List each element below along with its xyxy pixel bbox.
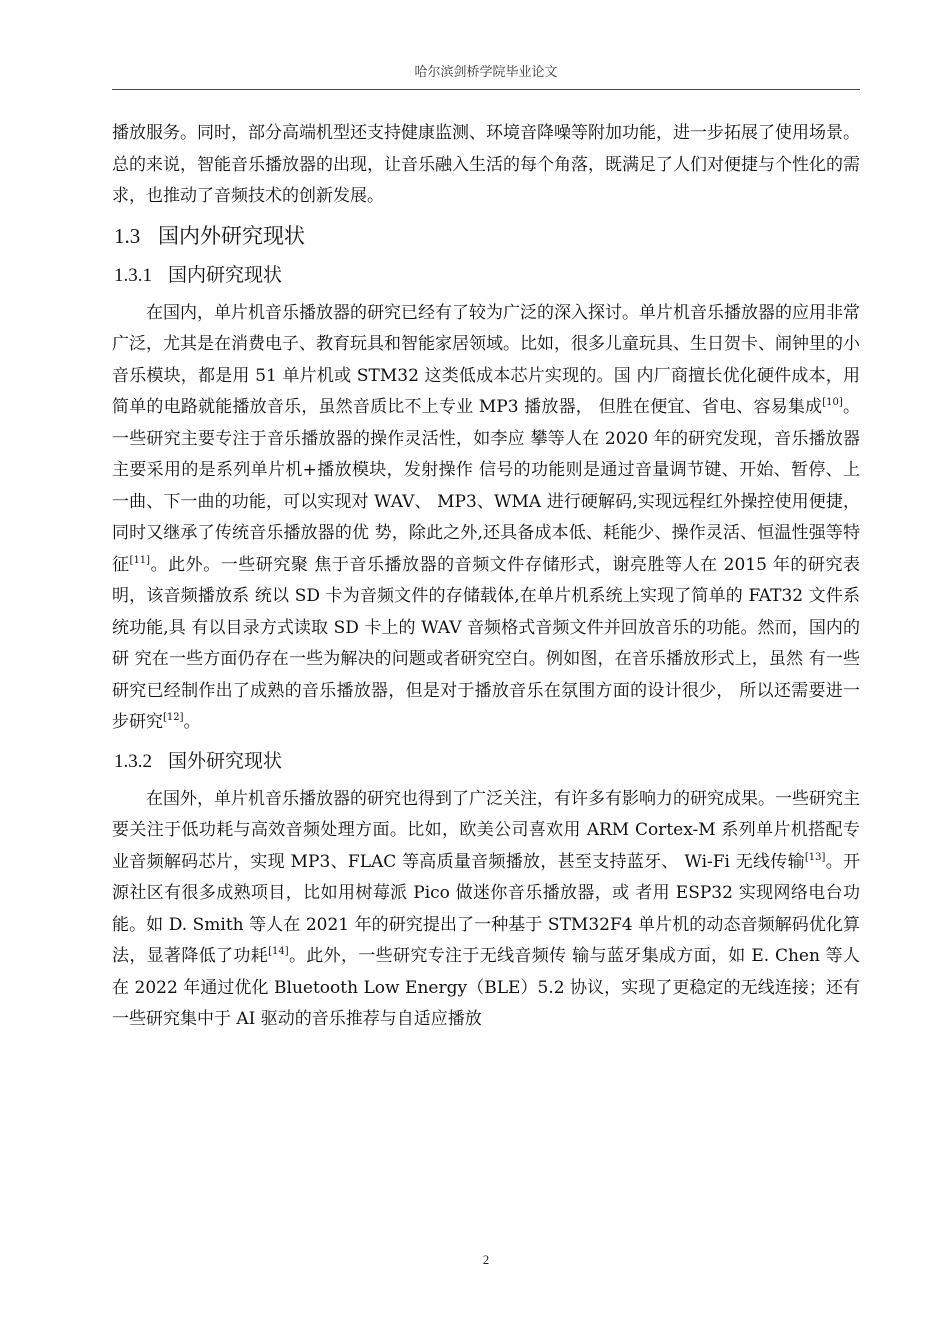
header-divider [112, 89, 860, 90]
running-header: 哈尔滨剑桥学院毕业论文 [414, 65, 558, 80]
paragraph-text: 。开源社区有很多成熟项目，比如用树莓派 Pico 做迷你音乐播放器，或 者用 ESP32 实现网络电台功能。如 D. Smith 等人在 2021 年的研究提出了一种基于 STM32F4 单片机的动态音频解码优化算法，显著降低了功耗 [112, 851, 860, 966]
paragraph-text: 。一些研究主要专注于音乐播放器的操作灵活性，如李应 攀等人在 2020 年的研究发现，音乐播放器主要采用的是系列单片机+播放模块，发射操作 信号的功能则是通过音量调节键、开始、暂停、上一曲、下一曲的功能，可以实现对 WAV、 MP3、WMA 进行硬解码,实现远程红外操控使用便捷，同时又继承了传统音乐播放器的优 势，除此之外,还具备成本低、耗能少、操作灵活、恒温性强等特征 [112, 397, 861, 575]
foreign-research-paragraph [112, 784, 860, 1036]
intro-paragraph: 播放服务。同时，部分高端机型还支持健康监测、环境音降噪等附加功能，进一步拓展了使用场景。总的来说，智能音乐播放器的出现，让音乐融入生活的每个角落，既满足了人们对便捷与个性化的需求，也推动了音频技术的创新发展。 [112, 123, 860, 206]
subsection-number: 1.3.1 [114, 264, 152, 286]
page-body [112, 118, 860, 1036]
citation: [14] [268, 946, 289, 957]
paragraph-text: 。此外。一些研究聚 焦于音乐播放器的音频文件存储形式，谢亮胜等人在 2015 年的研究表明，该音频播放系 统以 SD 卡为音频文件的存储载体,在单片机系统上实现了简单的 FAT32 文件系统功能,具 有以目录方式读取 SD 卡上的 WAV 音频格式音频文件并回放音乐的功能。然而，国内的研 究在一些方面仍存在一些为解决的问题或者研究空白。例如图，在音乐播放形式上，虽然 有一些研究已经制作出了成熟的音乐播放器，但是对于播放音乐在氛围方面的设计很少， 所以还需要进一步研究 [112, 554, 860, 732]
subsection-title: 国外研究现状 [168, 749, 283, 772]
citation: [10] [822, 397, 843, 408]
paragraph-text: 在国外，单片机音乐播放器的研究也得到了广泛关注，有许多有影响力的研究成果。一些研究主要关注于低功耗与高效音频处理方面。比如，欧美公司喜欢用 ARM Cortex-M 系列单片机搭配专业音频解码芯片，实现 MP3、FLAC 等高质量音频播放，甚至支持蓝牙、 Wi-Fi 无线传输 [112, 788, 860, 872]
page-number: 2 [482, 1252, 490, 1267]
subsection-number: 1.3.2 [114, 750, 152, 772]
citation: [12] [163, 712, 184, 723]
subsection-heading-1-3-2 [114, 745, 860, 778]
domestic-research-paragraph [112, 298, 860, 739]
citation: [11] [129, 554, 151, 566]
paragraph-text: 在国内，单片机音乐播放器的研究已经有了较为广泛的深入探讨。单片机音乐播放器的应用非常广泛，尤其是在消费电子、教育玩具和智能家居领域。比如，很多儿童玩具、生日贺卡、闹钟里的小音乐模块，都是用 51 单片机或 STM32 这类低成本芯片实现的。国 内厂商擅长优化硬件成本，用简单的电路就能播放音乐，虽然音质比不上专业 MP3 播放器， 但胜在便宜、省电、容易集成 [112, 302, 860, 417]
section-heading-1-3 [114, 219, 860, 253]
subsection-heading-1-3-1 [114, 259, 860, 292]
section-number: 1.3 [114, 223, 141, 248]
section-title: 国内外研究现状 [158, 223, 305, 248]
paragraph-text: 。此外，一些研究专注于无线音频传 输与蓝牙集成方面，如 E. Chen 等人在 2022 年通过优化 Bluetooth Low Energy（BLE）5.2 协议，实现了更稳定的无线连接；还有一些研究集中于 AI 驱动的音乐推荐与自适应播放 [112, 946, 860, 1029]
paragraph-text: 。 [183, 712, 201, 732]
subsection-title: 国内研究现状 [168, 263, 283, 286]
citation: [13] [804, 851, 826, 863]
